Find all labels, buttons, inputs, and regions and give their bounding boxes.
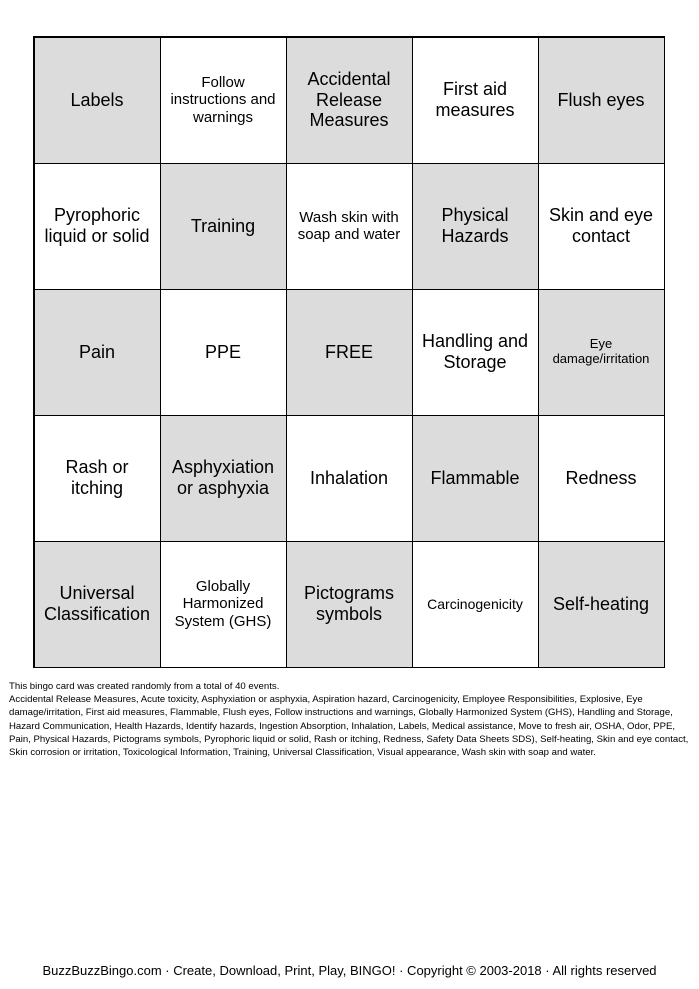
card-notes: [9, 680, 691, 759]
bingo-cell: Flammable: [412, 415, 539, 542]
bingo-cell: Labels: [34, 37, 161, 164]
bingo-cell: PPE: [160, 289, 287, 416]
bingo-cell: Redness: [538, 415, 665, 542]
bingo-cell: Pictograms symbols: [286, 541, 413, 668]
bingo-cell: Self-heating: [538, 541, 665, 668]
bingo-cell: Pain: [34, 289, 161, 416]
notes-summary: This bingo card was created randomly from a total of 40 events.: [9, 681, 280, 692]
bingo-cell: Skin and eye contact: [538, 163, 665, 290]
bingo-cell: Handling and Storage: [412, 289, 539, 416]
page-footer: BuzzBuzzBingo.com · Create, Download, Print, Play, BINGO! · Copyright © 2003-2018 · All rights reserved: [42, 963, 657, 978]
bingo-cell: Accidental Release Measures: [286, 37, 413, 164]
bingo-cell: Carcinogenicity: [412, 541, 539, 668]
bingo-cell: Asphyxiation or asphyxia: [160, 415, 287, 542]
bingo-cell: Globally Harmonized System (GHS): [160, 541, 287, 668]
bingo-cell: Rash or itching: [34, 415, 161, 542]
bingo-cell: FREE: [286, 289, 413, 416]
bingo-board: [33, 36, 665, 668]
bingo-cell: Inhalation: [286, 415, 413, 542]
notes-event-list: Accidental Release Measures, Acute toxicity, Asphyxiation or asphyxia, Aspiration hazard, Carcinogenicity, Employee Responsibilities, Explosive, Eye damage/irritation, First aid measures, Flammable, Flush eyes, Follow instructions and warnings, Globally Harmonized System (GHS), Handling and Storage, Hazard Communication, Health Hazards, Identify hazards, Ingestion Absorption, Inhalation, Labels, Medical assistance, Move to fresh air, OSHA, Odor, PPE, Pain, Physical Hazards, Pictograms symbols, Pyrophoric liquid or solid, Rash or itching, Redness, Safety Data Sheets SDS), Self-heating, Skin and eye contact, Skin corrosion or irritation, Toxicological Information, Training, Universal Classification, Visual appearance, Wash skin with soap and water.: [9, 694, 689, 759]
bingo-cell: Universal Classification: [34, 541, 161, 668]
bingo-cell: Eye damage/irritation: [538, 289, 665, 416]
bingo-cell: Wash skin with soap and water: [286, 163, 413, 290]
bingo-cell: Physical Hazards: [412, 163, 539, 290]
bingo-cell: Flush eyes: [538, 37, 665, 164]
bingo-cell: Follow instructions and warnings: [160, 37, 287, 164]
bingo-cell: First aid measures: [412, 37, 539, 164]
bingo-cell: Training: [160, 163, 287, 290]
bingo-cell: Pyrophoric liquid or solid: [34, 163, 161, 290]
